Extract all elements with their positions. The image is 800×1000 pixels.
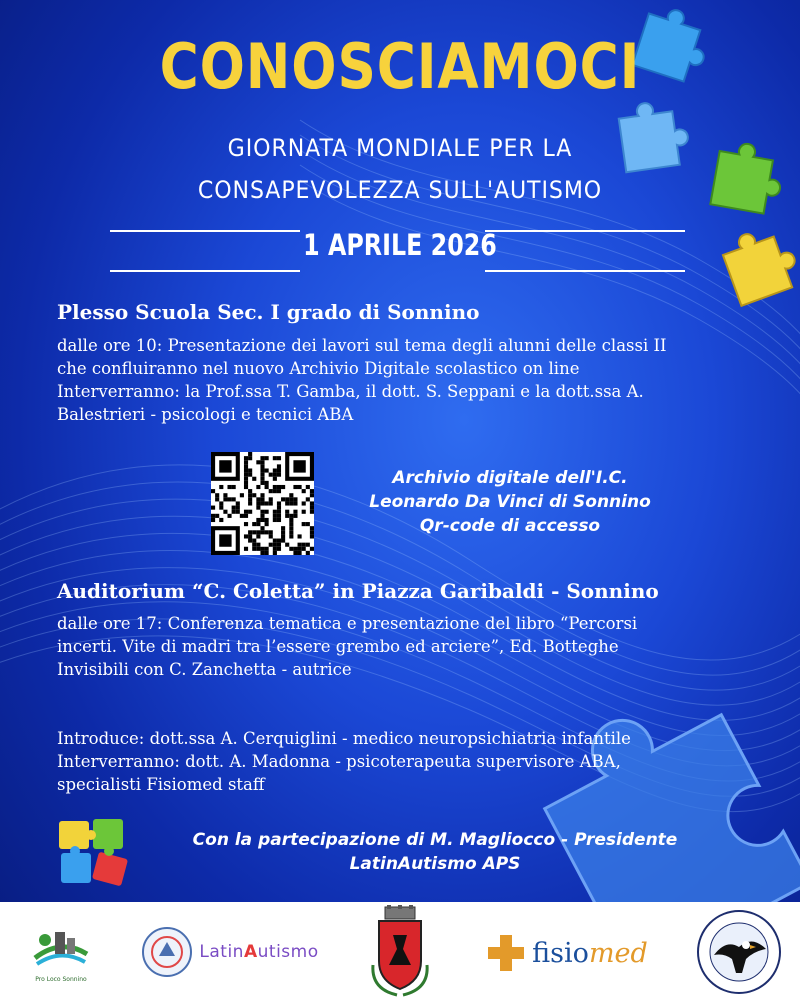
event2-line: dalle ore 17: Conferenza tematica e presentazione del libro “Percorsi (57, 614, 638, 633)
sponsor-footer (0, 902, 800, 1000)
eagle-emblem-icon (696, 909, 782, 995)
latinautismo-logo (130, 924, 330, 980)
event2-line: Invisibili con C. Zanchetta - autrice (57, 660, 352, 679)
proloco-logo (28, 910, 94, 990)
event1-line: Balestrieri - psicologi e tecnici ABA (57, 405, 354, 424)
coat-of-arms-icon (367, 905, 433, 997)
event2-description (57, 612, 757, 681)
fisiomed-word-pre: fisio (532, 937, 589, 969)
participation-text (140, 828, 730, 876)
proloco-emblem-icon (31, 918, 91, 976)
latinautismo-seal-icon (141, 926, 193, 978)
event1-line: Interverranno: la Prof.ssa T. Gamba, il dott. S. Seppani e la dott.ssa A. (57, 382, 644, 401)
event2-speakers (57, 727, 757, 796)
event1-line: dalle ore 10: Presentazione dei lavori sul tema degli alunni delle classi II (57, 336, 667, 355)
municipality-crest (365, 904, 435, 998)
divider (110, 270, 300, 272)
event-date: 1 APRILE 2026 (303, 228, 497, 262)
medical-cross-icon (486, 933, 526, 973)
qr-caption-line: Qr-code di accesso (419, 516, 601, 536)
event2-intro-line: specialisti Fisiomed staff (57, 775, 265, 794)
qr-code[interactable] (211, 452, 314, 555)
event2-intro-line: Introduce: dott.ssa A. Cerquiglini - medico neuropsichiatria infantile (57, 729, 631, 748)
qr-code-icon (211, 452, 314, 555)
fisiomed-word-post: med (588, 937, 648, 969)
qr-caption (330, 466, 690, 538)
fisiomed-wordmark (532, 938, 648, 969)
event1-line: che confluiranno nel nuovo Archivio Digitale scolastico on line (57, 359, 580, 378)
participation-line: LatinAutismo APS (349, 854, 521, 874)
event1-description (57, 334, 757, 426)
puzzle-cluster-icon (55, 815, 133, 890)
latinautismo-wordmark (199, 942, 318, 962)
qr-caption-line: Leonardo Da Vinci di Sonnino (369, 492, 651, 512)
event1-title: Plesso Scuola Sec. I grado di Sonnino (57, 300, 480, 324)
event2-intro-line: Interverranno: dott. A. Madonna - psicoterapeuta supervisore ABA, (57, 752, 621, 771)
latinautismo-word-post: utismo (257, 942, 319, 962)
puzzle-piece-icon (719, 221, 800, 305)
participation-line: Con la partecipazione di M. Magliocco - Presidente (192, 830, 678, 850)
proloco-label: Pro Loco Sonnino (35, 975, 87, 983)
fisiomed-logo (482, 930, 652, 976)
event2-title: Auditorium “C. Coletta” in Piazza Garibaldi - Sonnino (57, 579, 659, 603)
subtitle-line-1: GIORNATA MONDIALE PER LA (227, 134, 573, 162)
event2-line: incerti. Vite di madri tra l’essere grembo ed arciere”, Ed. Botteghe (57, 637, 619, 656)
latinautismo-word-pre: Latin (199, 942, 244, 962)
page-title: CONOSCIAMOCI (159, 30, 641, 103)
latinautismo-word-mid: A (243, 942, 258, 962)
subtitle-line-2: CONSAPEVOLEZZA SULL'AUTISMO (197, 176, 603, 204)
volunteer-corps-logo (694, 908, 784, 996)
qr-caption-line: Archivio digitale dell'I.C. (392, 468, 628, 488)
divider (485, 270, 685, 272)
